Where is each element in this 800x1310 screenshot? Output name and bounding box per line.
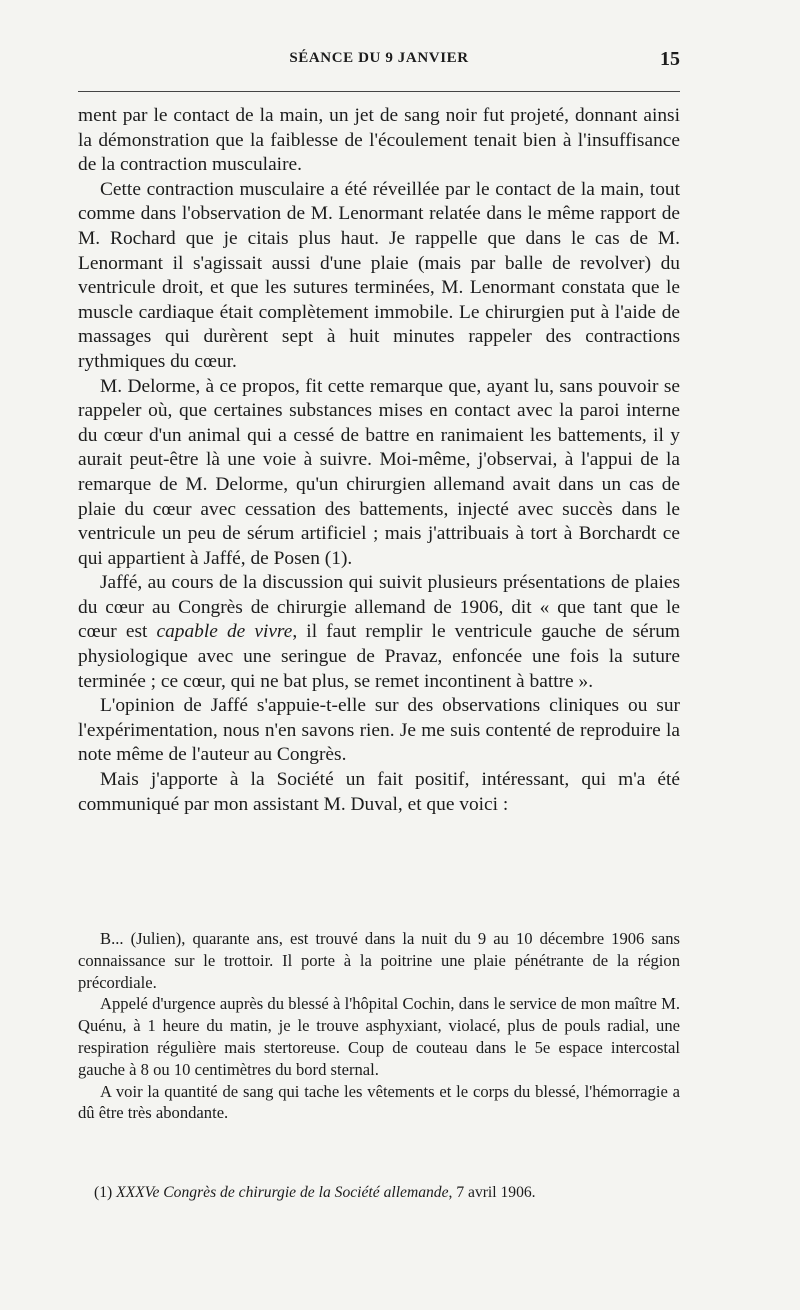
paragraph-4-part-b: , il faut remplir le ventricule gauche de sérum physiologique avec une seringue de Pravaz, enfoncée une fois la suture terminée ; ce cœur, qui ne bat plus, se remet incontinent à battre ».	[78, 621, 680, 692]
case-paragraph-1: B... (Julien), quarante ans, est trouvé dans la nuit du 9 au 10 décembre 1906 sans connaissance sur le trottoir. Il porte à la poitrine une plaie pénétrante de la région précordiale.	[78, 929, 680, 992]
paragraph-4	[78, 571, 680, 694]
paragraph-5: L'opinion de Jaffé s'appuie-t-elle sur des observations cliniques ou sur l'expérimentation, nous n'en savons rien. Je me suis contenté de reproduire la note même de l'auteur au Congrès.	[78, 695, 680, 766]
paragraph-4-part-a: Jaffé, au cours de la discussion qui suivit plusieurs présentations de plaies du cœur au Congrès de chirurgie allemand de 1906, dit « que tant que le cœur est	[78, 572, 680, 643]
paragraph-4-italic: capable de vivre	[156, 621, 293, 643]
header-rule	[78, 91, 680, 92]
running-header	[78, 48, 680, 74]
case-paragraph-2: Appelé d'urgence auprès du blessé à l'hôpital Cochin, dans le service de mon maître M. Quénu, à 1 heure du matin, je le trouve asphyxiant, violacé, plus de pouls radial, une respiration régulière mais stertoreuse. Coup de couteau dans le 5e espace intercostal gauche à 8 ou 10 centimètres du bord sternal.	[78, 994, 680, 1079]
footnote-title: XXXVe Congrès de chirurgie de la Société allemande	[116, 1184, 449, 1201]
paragraph-3: M. Delorme, à ce propos, fit cette remarque que, ayant lu, sans pouvoir se rappeler où, que certaines substances mises en contact avec la paroi interne du cœur d'un animal qui a cessé de battre en ranimaient les battements, il y aurait peut-être là une voie à suivre. Moi-même, j'observai, à l'appui de la remarque de M. Delorme, qu'un chirurgien allemand avait dans un cas de plaie du cœur avec cessation des battements, injecté avec succès dans le ventricule un peu de sérum artificiel ; mais j'attribuais à tort à Borchardt ce qui appartient à Jaffé, de Posen (1).	[78, 375, 680, 569]
main-text	[78, 104, 680, 817]
case-paragraph-3: A voir la quantité de sang qui tache les vêtements et le corps du blessé, l'hémorragie a dû être très abondante.	[78, 1081, 680, 1123]
paragraph-6: Mais j'apporte à la Société un fait positif, intéressant, qui m'a été communiqué par mon assistant M. Duval, et que voici :	[78, 769, 680, 815]
paragraph-2: Cette contraction musculaire a été réveillée par le contact de la main, tout comme dans l'observation de M. Lenormant relatée dans le même rapport de M. Rochard que je citais plus haut. Je rappelle que dans le cas de M. Lenormant il s'agissait aussi d'une plaie (mais par balle de revolver) du ventricule droit, et que les sutures terminées, M. Lenormant constata que le muscle cardiaque était complètement immobile. Le chirurgien put à l'aide de massages qui durèrent sept à huit minutes rappeler des contractions rythmiques du cœur.	[78, 178, 680, 372]
page-number: 15	[660, 48, 680, 70]
running-title: SÉANCE DU 9 JANVIER	[289, 50, 469, 66]
footnote	[94, 1183, 680, 1203]
footnote-marker: (1)	[94, 1184, 117, 1201]
case-observation	[78, 928, 680, 1124]
footnote-date: , 7 avril 1906.	[448, 1184, 536, 1201]
paragraph-1: ment par le contact de la main, un jet de sang noir fut projeté, donnant ainsi la démonstration que la faiblesse de l'écoulement tenait bien à l'insuffisance de la contraction musculaire.	[78, 105, 680, 176]
